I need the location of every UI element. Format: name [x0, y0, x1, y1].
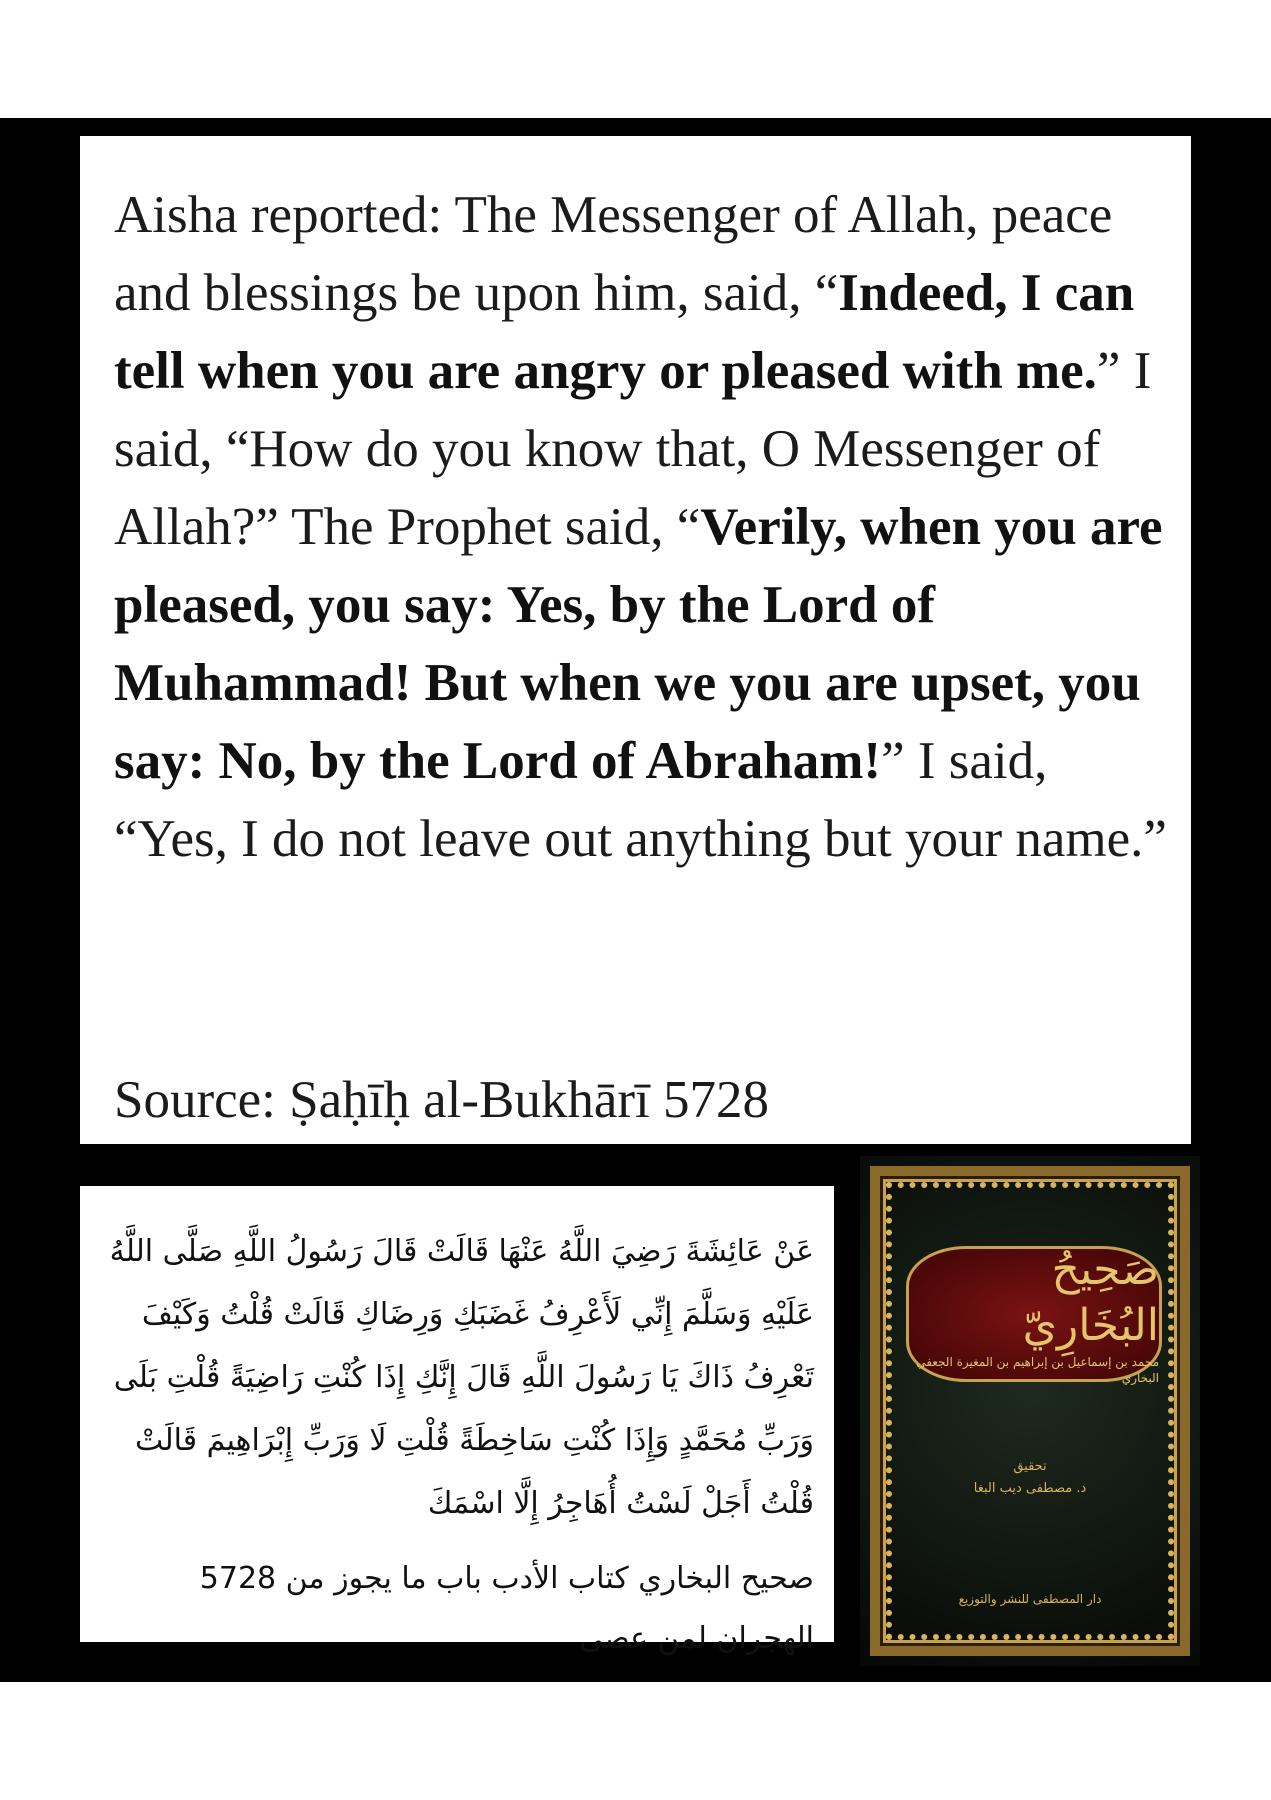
book-subtitle: محمد بن إسماعيل بن إبراهيم بن المغيرة الجعفي البخاري — [916, 1355, 1159, 1385]
book-editor-block — [900, 1456, 1160, 1500]
english-hadith-text — [114, 176, 1167, 878]
hadith-segment-bold: Verily, when you are pleased, you say: Yes, by the Lord of Muhammad! But when we you are upset, you say: No, by the Lord of Abraham! — [114, 498, 1163, 790]
book-title-plaque — [906, 1244, 1162, 1385]
hadith-segment: ” I said, “Yes, I do not leave out anything but your name.” — [114, 732, 1167, 868]
book-editor-label: تحقيق — [1013, 1459, 1047, 1474]
book-cover-image — [854, 1150, 1206, 1672]
book-editor: د. مصطفى ديب البغا — [973, 1481, 1087, 1496]
english-source: Source: Ṣaḥīḥ al-Bukhārī 5728 — [114, 1071, 770, 1129]
book-ornamental-border — [870, 1166, 1190, 1656]
hadith-segment-bold: Indeed, I can tell when you are angry or pleased with me. — [114, 264, 1135, 400]
book-publisher: دار المصطفى للنشر والتوزيع — [958, 1592, 1102, 1606]
arabic-hadith-text: عَنْ عَائِشَةَ رَضِيَ اللَّهُ عَنْهَا قَالَتْ قَالَ رَسُولُ اللَّهِ صَلَّى اللَّهُ عَلَيْهِ وَسَلَّمَ إِنِّي لَأَعْرِفُ غَضَبَكِ وَرِضَاكِ قَالَتْ قُلْتُ وَكَيْفَ تَعْرِفُ ذَاكَ يَا رَسُولَ اللَّهِ قَالَ إِنَّكِ إِذَا كُنْتِ رَاضِيَةً قُلْتِ بَلَى وَرَبِّ مُحَمَّدٍ وَإِذَا كُنْتِ سَاخِطَةً قُلْتِ لَا وَرَبِّ إِبْرَاهِيمَ قَالَتْ قُلْتُ أَجَلْ لَسْتُ أُهَاجِرُ إِلَّا اسْمَكَ — [109, 1234, 814, 1521]
hadith-segment: ” I said, “How do you know that, O Messenger of Allah?” The Prophet said, “ — [114, 342, 1152, 556]
arabic-hadith-card — [80, 1186, 834, 1656]
english-hadith-card — [80, 136, 1191, 1144]
hadith-segment: Aisha reported: The Messenger of Allah, peace and blessings be upon him, said, “ — [114, 186, 1113, 322]
book-title: صَحِيحُ البُخَارِيّ — [1022, 1244, 1159, 1351]
arabic-source: صحيح البخاري كتاب الأدب باب ما يجوز من 5728 الهجران لمن عصى — [199, 1561, 814, 1656]
